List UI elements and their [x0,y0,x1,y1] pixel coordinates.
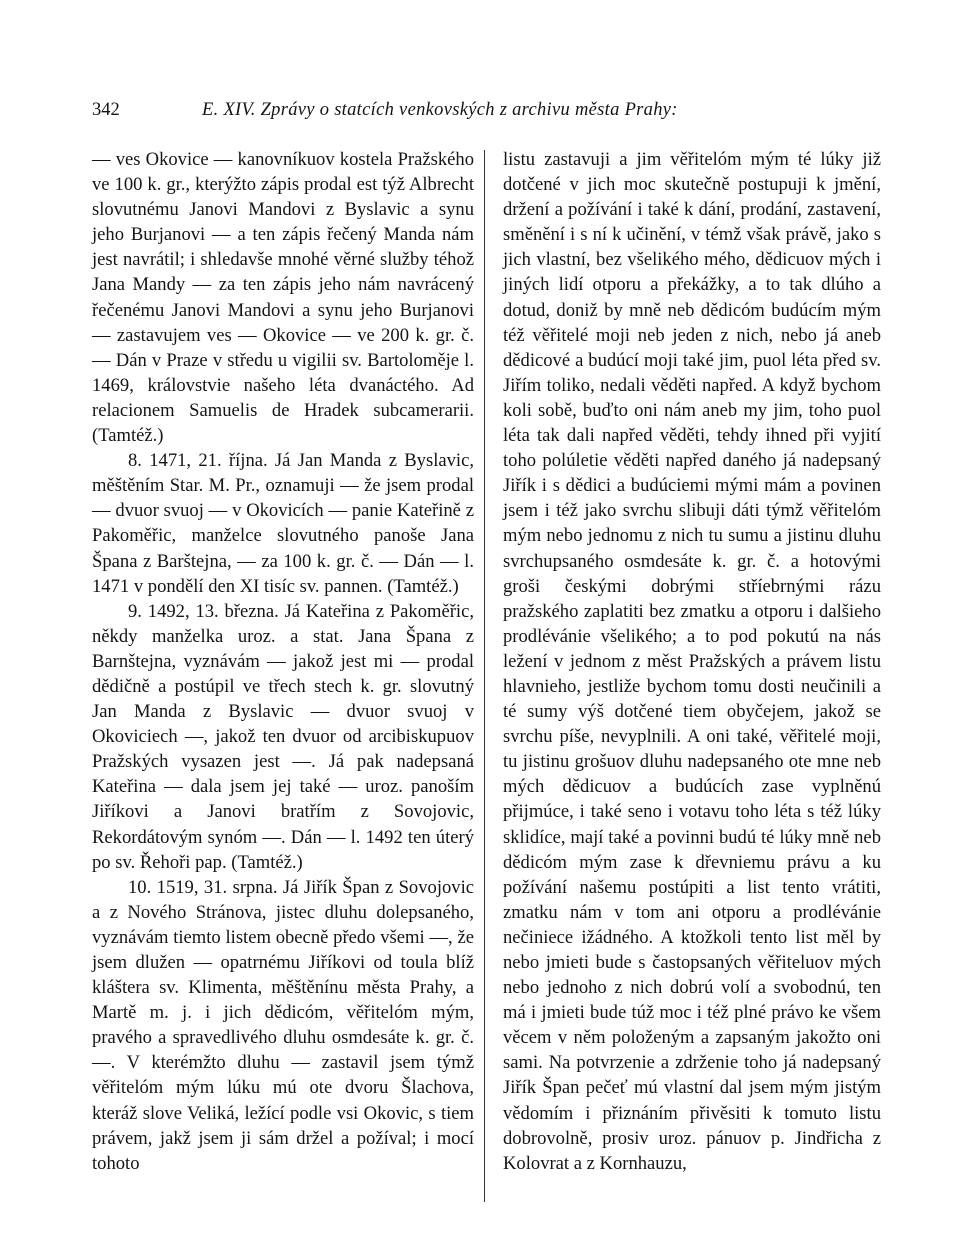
paragraph: 8. 1471, 21. října. Já Jan Manda z Byslavic, měštěním Star. M. Pr., oznamuji — že jsem prodal — dvuor svuoj — v Okovicích — panie Kateřině z Pakoměřic, manželce slovutného panoše Jana Špana z Barštejna, — za 100 k. gr. č. — Dán — l. 1471 v pondělí den XI tisíc sv. pannen. (Tamtéž.) [92,450,474,597]
right-column [503,147,881,1176]
paragraph: 10. 1519, 31. srpna. Já Jiřík Špan z Sovojovic a z Nového Stránova, jistec dluhu dolepsaného, vyznávám tiemto listem obecně předo všemi —, že jsem dlužen — opatrnému Jiříkovi od toula blíž kláštera sv. Klimenta, měštěnínu města Prahy, a Martě m. j. i jich dědicóm, věřitelóm mým, pravého a spravedlivého dluhu osmdesáte k. gr. č. —. V kterémžto dluhu — zastavil jsem týmž věřitelóm mým lúku mú ote dvoru Šlachova, kteráž slove Veliká, ležící podle vsi Okovic, s tiem právem, jakž jsem ji sám držel a požíval; i mocí tohoto [92,876,474,1174]
left-column [92,147,474,1176]
paragraph: 9. 1492, 13. března. Já Kateřina z Pakoměřic, někdy manželka uroz. a stat. Jana Špana z Barnštejna, vyznávám — jakož jest mi — prodal dědičně a postúpil ve třech stech k. gr. slovutný Jan Manda z Byslavic — dvuor svuoj v Okoviciech —, jakož ten dvuor od arcibiskupuov Pražských vysazen jest —. Já pak nadepsaná Kateřina — dala jsem jej také — uroz. panoším Jiříkovi a Janovi bratřím z Sovojovic, Rekordátovým synóm —. Dán — l. 1492 ten úterý po sv. Řehoři pap. (Tamtéž.) [92,600,474,873]
paragraph: listu zastavuji a jim věřitelóm mým té lúky již dotčené v jich moc skutečně postupuji k jmění, držení a požívání i také k dání, prodání, zastavení, směnění i s ní k učinění, v témž však právě, jako s jich vlastní, bez všelikého mého, dědicuov mých i jiných lidí otporu a překážky, a to tak dlúho a dotud, doniž by mně neb dědicóm budúcím mým též věřitelé moji neb jeden z nich, nebo já aneb dědicové a budúcí moji také jim, puol léta před sv. Jiřím toliko, nedali věděti napřed. A když bychom koli sobě, buďto oni nám aneb my jim, toho puol léta tak dali napřed věděti, tehdy ihned při vyjití toho polúletie věděti napřed daného já nadepsaný Jiřík i s dědici a budúciemi mými mám a povinen jsem i též jako svrchu slibuji dáti týmž věřitelóm mým nebo jednomu z nich tu sumu a jistinu dluhu svrchupsaného osmdesáte k. gr. č. a hotovými groši českými dobrými stříebrnými rázu pražského zaplatiti bez zmatku a otporu i dalšieho prodlévánie všelikého; a to pod pokutú na nás ležení v jednom z měst Pražských a právem listu hlavnieho, jestliže bychom tomu dosti neučinili a té sumy výš dotčené tiem obyčejem, jakož se svrchu píše, nevyplnili. A oni také, věřitelé moji, tu jistinu grošuov dluhu nadepsaného ote mne neb mých dědicuov a budúcích zase vyplněnú přijmúce, i také seno i votavu toho léta s též lúky sklidíce, mají také a povinni budú té lúky mně neb dědicóm mým zase k dřevniemu právu a ku požívání našemu postúpiti a list tento vrátiti, zmatku nám v tom ani otporu a prodlévánie nečiniece ižádného. A ktožkoli tento list měl by nebo jmieti bude s častopsaných věřiteluov mých nebo jednoho z nich dobrú volí a svobodnú, ten má i jmieti bude túž moc i též plné právo ke všem věcem v něm položeným a zapsaným jakožto oni sami. Na potvrzenie a zdrženie toho já nadepsaný Jiřík Špan pečeť mú vlastní dal jsem mým jistým vědomím i přiznáním přivěsiti k tomuto listu dobrovolně, prosiv uroz. pánuov p. Jindřicha z Kolovrat a z Kornhauzu, [503,149,881,1174]
page-number: 342 [92,100,120,120]
paragraph: — ves Okovice — kanovníkuov kostela Pražského ve 100 k. gr., kterýžto zápis prodal est týž Albrecht slovutnému Janovi Mandovi z Byslavic a synu jeho Burjanovi — a ten zápis řečený Manda nám jest navrátil; i shledavše mnohé věrné služby téhož Jana Mandy — za ten zápis jeho nám navrácený řečenému Janovi Mandovi a synu jeho Burjanovi — zastavujem ves — Okovice — ve 200 k. gr. č. — Dán v Praze v středu u vigilii sv. Bartoloměje l. 1469, královstvie našeho léta dvanáctého. Ad relacionem Samuelis de Hradek subcamerarii. (Tamtéž.) [92,149,474,447]
page-header [92,100,877,126]
running-title: E. XIV. Zprávy o statcích venkovských z archivu města Prahy: [202,100,678,120]
column-divider [484,150,485,1202]
